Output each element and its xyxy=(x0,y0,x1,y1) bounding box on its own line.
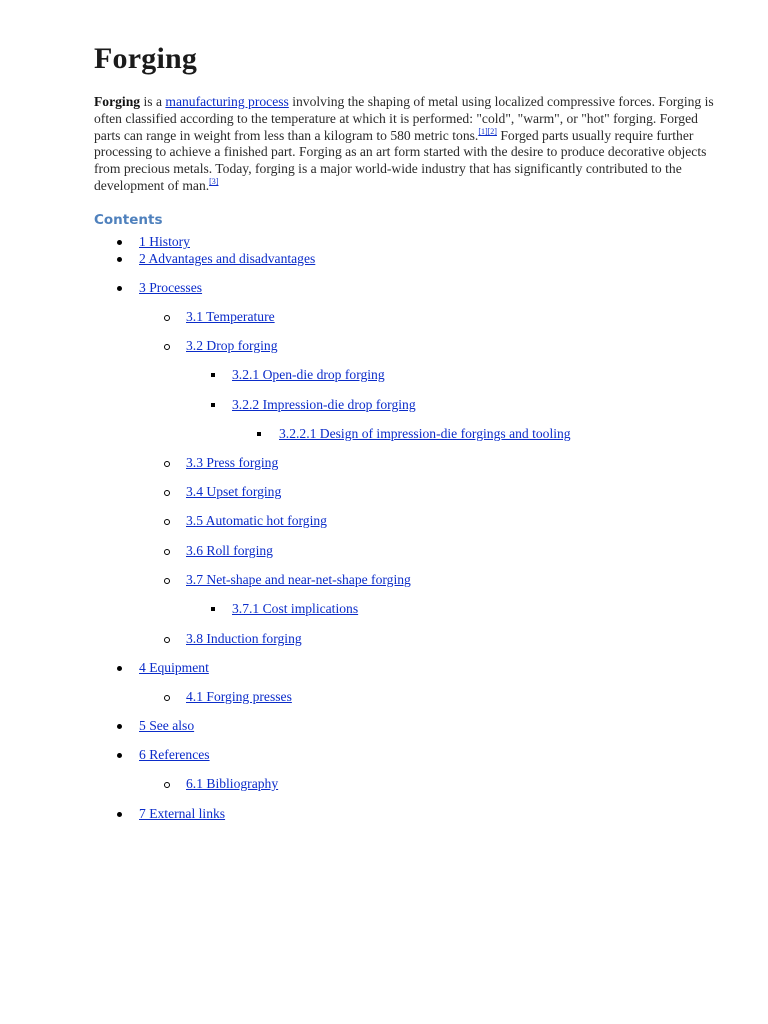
toc-bullet-icon xyxy=(257,432,261,436)
toc-bullet-icon xyxy=(117,257,122,262)
toc-bullet-icon xyxy=(164,782,170,788)
toc-link[interactable]: 7 External links xyxy=(139,806,226,821)
toc-bullet-icon xyxy=(164,578,170,584)
toc-bullet-icon xyxy=(117,666,122,671)
contents-heading: Contents xyxy=(94,212,163,228)
toc-link[interactable]: 6 References xyxy=(139,747,210,762)
toc-bullet-icon xyxy=(164,344,170,350)
toc-bullet-icon xyxy=(164,315,170,321)
toc-bullet-icon xyxy=(164,490,170,496)
intro-text-1: is a xyxy=(140,94,166,109)
toc-link[interactable]: 3.2.2 Impression-die drop forging xyxy=(232,397,416,412)
toc-item xyxy=(139,806,225,822)
intro-paragraph xyxy=(94,94,714,195)
toc-item xyxy=(186,689,292,705)
page-title: Forging xyxy=(94,42,198,75)
toc-item xyxy=(186,455,278,471)
toc-item xyxy=(139,251,315,267)
toc-item xyxy=(232,601,358,617)
toc-bullet-icon xyxy=(211,403,215,407)
toc-link[interactable]: 3.3 Press forging xyxy=(186,455,279,470)
citation-link-1-2[interactable]: [1][2] xyxy=(478,126,497,136)
toc-item xyxy=(186,309,275,325)
toc-item xyxy=(139,280,202,296)
toc-link[interactable]: 6.1 Bibliography xyxy=(186,776,279,791)
toc-link[interactable]: 2 Advantages and disadvantages xyxy=(139,251,316,266)
toc-link[interactable]: 3.8 Induction forging xyxy=(186,631,302,646)
toc-bullet-icon xyxy=(164,695,170,701)
toc-item xyxy=(139,747,210,763)
toc-link[interactable]: 3.7 Net-shape and near-net-shape forging xyxy=(186,572,411,587)
toc-bullet-icon xyxy=(117,724,122,729)
toc-link[interactable]: 5 See also xyxy=(139,718,195,733)
toc-link[interactable]: 3.7.1 Cost implications xyxy=(232,601,359,616)
toc-item xyxy=(139,718,194,734)
toc-item xyxy=(139,234,190,250)
intro-text-2: involving the shaping of metal using localized compressive forces. Forging is often classified according to the temperature at which it is performed: "cold", "warm", or "hot" forging. Forged parts can range in weight from less than a kilogram to 580 metric tons. xyxy=(94,94,714,143)
toc-link[interactable]: 3.6 Roll forging xyxy=(186,543,273,558)
toc-bullet-icon xyxy=(211,373,215,377)
toc-bullet-icon xyxy=(164,637,170,643)
toc-bullet-icon xyxy=(164,519,170,525)
citation-link-3[interactable]: [3] xyxy=(209,176,219,186)
toc-item xyxy=(186,543,273,559)
toc-link[interactable]: 3 Processes xyxy=(139,280,203,295)
toc-item xyxy=(232,367,385,383)
toc-item xyxy=(232,397,416,413)
manufacturing-process-link[interactable]: manufacturing process xyxy=(165,94,289,109)
toc-bullet-icon xyxy=(117,812,122,817)
toc-link[interactable]: 3.4 Upset forging xyxy=(186,484,282,499)
toc-item xyxy=(186,631,302,647)
toc-bullet-icon xyxy=(117,286,122,291)
toc-item xyxy=(186,572,411,588)
toc-link[interactable]: 3.1 Temperature xyxy=(186,309,275,324)
toc-link[interactable]: 3.2 Drop forging xyxy=(186,338,278,353)
intro-text-3: Forged parts usually require further processing to achieve a finished part. Forging as an art form started with the desire to produce decorative objects from precious metals. Today, forging is a major world-wide industry that has significantly contributed to the development of man. xyxy=(94,127,707,193)
toc-link[interactable]: 3.2.2.1 Design of impression-die forgings and tooling xyxy=(279,426,571,441)
toc-item xyxy=(139,660,209,676)
toc-bullet-icon xyxy=(164,549,170,555)
toc-item xyxy=(186,513,327,529)
bold-term: Forging xyxy=(94,94,141,109)
toc-bullet-icon xyxy=(117,240,122,245)
toc-bullet-icon xyxy=(117,753,122,758)
toc-link[interactable]: 1 History xyxy=(139,234,190,249)
toc-link[interactable]: 4.1 Forging presses xyxy=(186,689,292,704)
toc-link[interactable]: 3.2.1 Open-die drop forging xyxy=(232,367,385,382)
toc-bullet-icon xyxy=(211,607,215,611)
toc-item xyxy=(186,338,278,354)
toc-item xyxy=(186,776,278,792)
toc-link[interactable]: 4 Equipment xyxy=(139,660,209,675)
toc-item xyxy=(186,484,281,500)
toc-item xyxy=(279,426,571,442)
toc-link[interactable]: 3.5 Automatic hot forging xyxy=(186,513,327,528)
toc-bullet-icon xyxy=(164,461,170,467)
